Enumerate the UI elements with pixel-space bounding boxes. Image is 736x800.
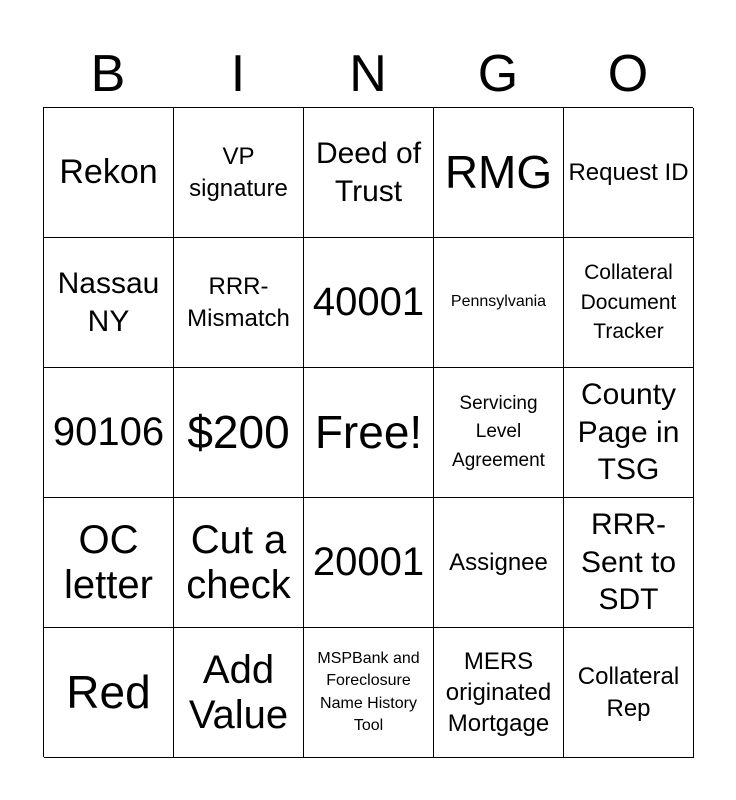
bingo-cell-r2c3[interactable] xyxy=(304,238,434,368)
cell-label: Free! xyxy=(314,405,423,458)
bingo-cell-r3c3[interactable] xyxy=(304,368,434,498)
cell-label: RMG xyxy=(444,145,553,198)
bingo-cell-r5c2[interactable] xyxy=(174,628,304,758)
cell-label: Deed of Trust xyxy=(315,137,422,208)
bingo-cell-r2c5[interactable] xyxy=(564,238,694,368)
bingo-cell-r5c5[interactable] xyxy=(564,628,694,758)
bingo-cell-r3c4[interactable] xyxy=(434,368,564,498)
cell-label: County Page in TSG xyxy=(577,378,680,487)
cell-label: Red xyxy=(66,665,151,718)
cell-label: 40001 xyxy=(312,280,425,325)
bingo-cell-r1c1[interactable] xyxy=(44,108,174,238)
bingo-cell-r5c3[interactable] xyxy=(304,628,434,758)
cell-label: Assignee xyxy=(449,548,548,576)
cell-label: Pennsylvania xyxy=(450,293,547,311)
cell-label: OC letter xyxy=(64,517,153,607)
header-letter-o: O xyxy=(607,45,649,103)
bingo-cell-r1c3[interactable] xyxy=(304,108,434,238)
bingo-cell-r2c4[interactable] xyxy=(434,238,564,368)
cell-label: MERS originated Mortgage xyxy=(445,647,552,738)
cell-label: Collateral Rep xyxy=(577,663,680,722)
cell-label: 20001 xyxy=(312,540,425,585)
cell-label: Nassau NY xyxy=(57,267,160,338)
header-letter-g: G xyxy=(477,45,519,103)
cell-label: 90106 xyxy=(52,410,165,455)
bingo-cell-r2c2[interactable] xyxy=(174,238,304,368)
bingo-cell-r4c1[interactable] xyxy=(44,498,174,628)
bingo-cell-r4c5[interactable] xyxy=(564,498,694,628)
bingo-cell-r5c1[interactable] xyxy=(44,628,174,758)
bingo-cell-r2c1[interactable] xyxy=(44,238,174,368)
cell-label: Rekon xyxy=(59,152,158,191)
cell-label: Servicing Level Agreement xyxy=(452,392,545,471)
bingo-cell-r3c1[interactable] xyxy=(44,368,174,498)
bingo-cell-r1c5[interactable] xyxy=(564,108,694,238)
cell-label: MSPBank and Foreclosure Name History Tool xyxy=(317,649,420,734)
bingo-cell-r4c3[interactable] xyxy=(304,498,434,628)
cell-label: RRR-Mismatch xyxy=(187,273,290,332)
header-letter-b: B xyxy=(90,45,126,103)
bingo-board xyxy=(43,107,693,757)
cell-label: VP signature xyxy=(189,143,288,202)
bingo-cell-r1c4[interactable] xyxy=(434,108,564,238)
bingo-cell-r3c2[interactable] xyxy=(174,368,304,498)
header-letter-i: I xyxy=(230,45,246,103)
cell-label: Cut a check xyxy=(186,517,291,607)
cell-label: $200 xyxy=(187,405,290,458)
bingo-cell-r4c4[interactable] xyxy=(434,498,564,628)
cell-label: Request ID xyxy=(568,158,689,186)
cell-label: Add Value xyxy=(188,647,289,737)
cell-label: RRR-Sent to SDT xyxy=(580,508,677,617)
header-letter-n: N xyxy=(349,45,387,103)
bingo-cell-r4c2[interactable] xyxy=(174,498,304,628)
bingo-header xyxy=(43,40,693,108)
cell-label: Collateral Document Tracker xyxy=(580,261,677,344)
bingo-cell-r3c5[interactable] xyxy=(564,368,694,498)
bingo-cell-r1c2[interactable] xyxy=(174,108,304,238)
bingo-cell-r5c4[interactable] xyxy=(434,628,564,758)
